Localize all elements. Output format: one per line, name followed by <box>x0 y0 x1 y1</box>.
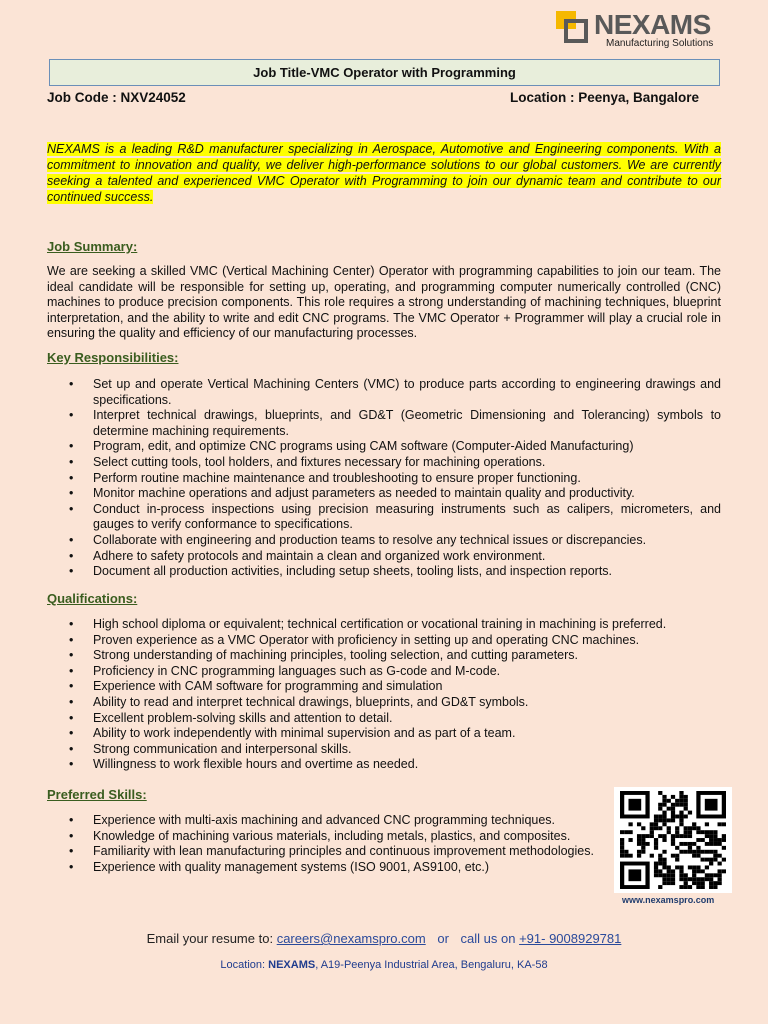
email-label: Email your resume to: <box>146 931 274 946</box>
phone-link[interactable]: +91- 9008929781 <box>519 931 622 946</box>
preferred-skills-list <box>47 813 603 875</box>
list-item: • Document all production activities, including setup sheets, tooling lists, and inspection reports. <box>47 564 721 580</box>
qr-website: www.nexamspro.com <box>622 895 715 905</box>
logo-mark-icon <box>556 11 590 37</box>
company-address <box>0 959 768 971</box>
qualifications-list <box>47 617 721 773</box>
list-item: • Program, edit, and optimize CNC programs using CAM software (Computer-Aided Manufacturing) <box>47 439 721 455</box>
or-text: or <box>437 931 449 946</box>
job-code: Job Code : NXV24052 <box>47 90 186 105</box>
job-location: Location : Peenya, Bangalore <box>510 90 700 105</box>
job-title: Job Title-VMC Operator with Programming <box>49 59 720 86</box>
list-item: • Experience with CAM software for programming and simulation <box>47 679 721 695</box>
list-item: • Familiarity with lean manufacturing principles and continuous improvement methodologies. <box>47 844 603 860</box>
qualifications-heading: Qualifications: <box>47 591 138 606</box>
address-company: NEXAMS <box>268 959 316 971</box>
job-summary-heading: Job Summary: <box>47 239 138 254</box>
list-item: • Willingness to work flexible hours and overtime as needed. <box>47 757 721 773</box>
list-item: • Ability to work independently with minimal supervision and as part of a team. <box>47 726 721 742</box>
call-label: call us on <box>460 931 516 946</box>
list-item: • Proficiency in CNC programming languages such as G-code and M-code. <box>47 664 721 680</box>
company-logo <box>556 10 726 50</box>
responsibilities-heading: Key Responsibilities: <box>47 350 179 365</box>
email-link[interactable]: careers@nexamspro.com <box>276 931 426 946</box>
list-item: • Perform routine machine maintenance and troubleshooting to ensure proper functioning. <box>47 471 721 487</box>
list-item: • Strong communication and interpersonal skills. <box>47 742 721 758</box>
preferred-skills-heading: Preferred Skills: <box>47 787 147 802</box>
list-item: • Ability to read and interpret technical drawings, blueprints, and GD&T symbols. <box>47 695 721 711</box>
list-item: • Excellent problem-solving skills and attention to detail. <box>47 711 721 727</box>
list-item: • High school diploma or equivalent; technical certification or vocational training in machining is preferred. <box>47 617 721 633</box>
company-intro <box>47 141 721 205</box>
address-text: , A19-Peenya Industrial Area, Bengaluru, KA-58 <box>315 959 548 971</box>
qr-code-icon <box>620 791 726 889</box>
list-item: • Select cutting tools, tool holders, and fixtures necessary for machining operations. <box>47 455 721 471</box>
list-item: • Proven experience as a VMC Operator with proficiency in setting up and operating CNC machines. <box>47 633 721 649</box>
list-item: • Conduct in-process inspections using precision measuring instruments such as calipers, micrometers, and gauges to verify conformance to specifications. <box>47 502 721 533</box>
logo-wordmark: NEXAMS <box>594 9 711 40</box>
list-item: • Collaborate with engineering and production teams to resolve any technical issues or discrepancies. <box>47 533 721 549</box>
list-item: • Knowledge of machining various materials, including metals, plastics, and composites. <box>47 829 603 845</box>
logo-tagline: Manufacturing Solutions <box>606 38 714 49</box>
company-intro-text: NEXAMS is a leading R&D manufacturer specializing in Aerospace, Automotive and Engineering components. With a commitment to innovation and quality, we deliver high-performance solutions to our global customers. We are currently seeking a talented and experienced VMC Operator with Programming to join our dynamic team and contribute to our continued success. <box>47 142 721 204</box>
list-item: • Strong understanding of machining principles, tooling selection, and cutting parameters. <box>47 648 721 664</box>
list-item: • Experience with quality management systems (ISO 9001, AS9100, etc.) <box>47 860 603 876</box>
list-item: • Experience with multi-axis machining and advanced CNC programming techniques. <box>47 813 603 829</box>
responsibilities-list <box>47 377 721 580</box>
qr-code <box>614 787 732 893</box>
list-item: • Interpret technical drawings, blueprints, and GD&T (Geometric Dimensioning and Tolerancing) symbols to determine machining requirements. <box>47 408 721 439</box>
address-label: Location: <box>220 959 266 971</box>
list-item: • Adhere to safety protocols and maintain a clean and organized work environment. <box>47 549 721 565</box>
contact-line <box>0 931 768 946</box>
job-summary-text: We are seeking a skilled VMC (Vertical Machining Center) Operator with programming capabilities to join our team. The ideal candidate will be responsible for setting up, operating, and programming computer numerically controlled (CNC) machines to produce precision components. This role requires a strong understanding of machining techniques, blueprint interpretation, and the ability to write and edit CNC programs. The VMC Operator + Programmer will play a crucial role in ensuring the quality and efficiency of our manufacturing processes. <box>47 264 721 340</box>
list-item: • Set up and operate Vertical Machining Centers (VMC) to produce parts according to engineering drawings and specifications. <box>47 377 721 408</box>
list-item: • Monitor machine operations and adjust parameters as needed to maintain quality and productivity. <box>47 486 721 502</box>
